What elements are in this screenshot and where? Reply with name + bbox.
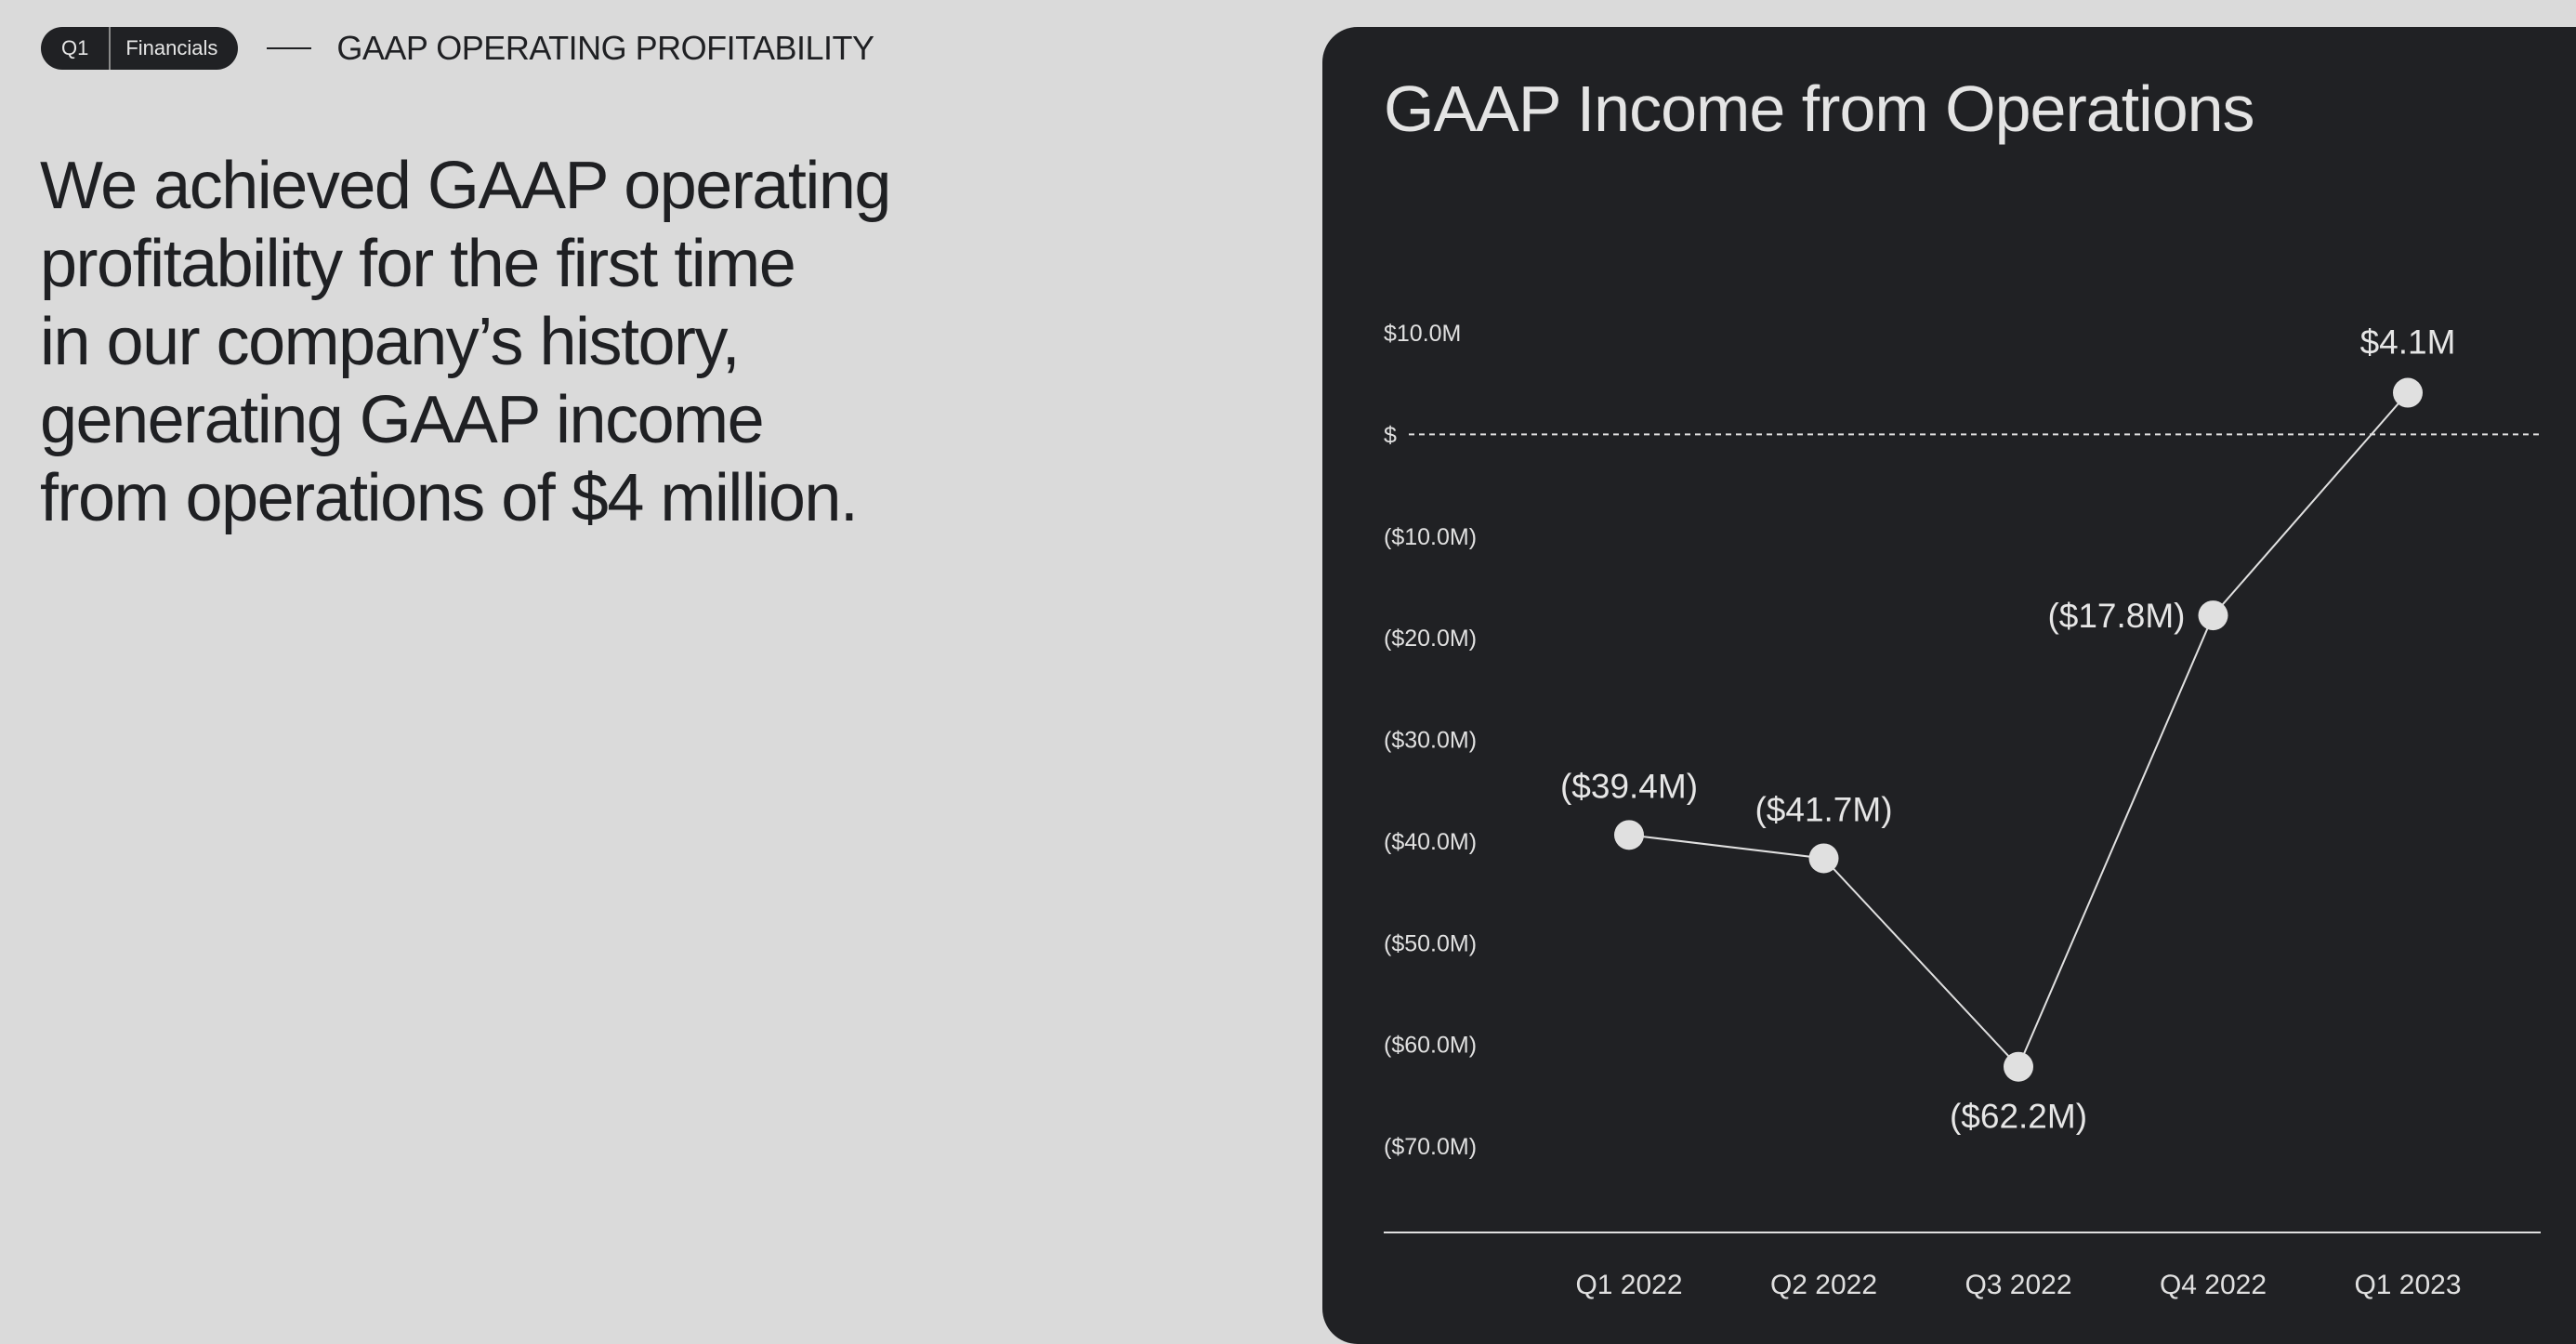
data-label: ($17.8M) xyxy=(2047,597,2186,636)
x-tick-label: Q4 2022 xyxy=(2159,1270,2267,1300)
y-tick-label: ($20.0M) xyxy=(1384,626,1478,652)
y-tick-label: ($10.0M) xyxy=(1384,523,1478,550)
x-tick-label: Q2 2022 xyxy=(1769,1270,1878,1300)
quarter-tag: Q1 xyxy=(41,27,111,70)
data-point xyxy=(1614,820,1644,850)
headline-line: in our company’s history, xyxy=(40,305,740,379)
section-label: GAAP OPERATING PROFITABILITY xyxy=(336,29,874,67)
headline xyxy=(40,147,969,537)
x-tick-label: Q1 2023 xyxy=(2354,1270,2462,1300)
headline-line: from operations of $4 million. xyxy=(40,461,858,535)
header-divider-line xyxy=(267,47,311,49)
y-tick-label: $ xyxy=(1384,422,1397,449)
category-tag: Financials xyxy=(125,36,218,59)
chart-title: GAAP Income from Operations xyxy=(1384,72,2254,145)
data-point xyxy=(2004,1052,2033,1082)
y-tick-label: ($70.0M) xyxy=(1384,1134,1478,1160)
series-line xyxy=(1629,393,2408,1067)
data-point xyxy=(2393,378,2423,408)
section-pill xyxy=(41,27,238,70)
headline-line: We achieved GAAP operating xyxy=(40,149,890,223)
y-tick-label: ($30.0M) xyxy=(1384,727,1478,754)
y-tick-label: ($50.0M) xyxy=(1384,930,1478,957)
headline-line: profitability for the first time xyxy=(40,227,795,301)
y-tick-label: ($60.0M) xyxy=(1384,1032,1478,1059)
data-label: $4.1M xyxy=(2359,323,2456,362)
x-tick-label: Q1 2022 xyxy=(1575,1270,1683,1300)
headline-line: generating GAAP income xyxy=(40,383,764,457)
data-label: ($62.2M) xyxy=(1949,1097,2088,1136)
y-tick-label: $10.0M xyxy=(1384,321,1462,347)
data-point xyxy=(1809,843,1839,873)
data-label: ($41.7M) xyxy=(1755,790,1893,829)
line-chart xyxy=(1322,27,2576,1344)
data-label: ($39.4M) xyxy=(1559,767,1699,806)
chart-panel xyxy=(1322,27,2576,1344)
data-point xyxy=(2199,600,2228,630)
x-tick-label: Q3 2022 xyxy=(1965,1270,2072,1300)
header-row xyxy=(41,27,874,70)
y-tick-label: ($40.0M) xyxy=(1384,828,1478,855)
